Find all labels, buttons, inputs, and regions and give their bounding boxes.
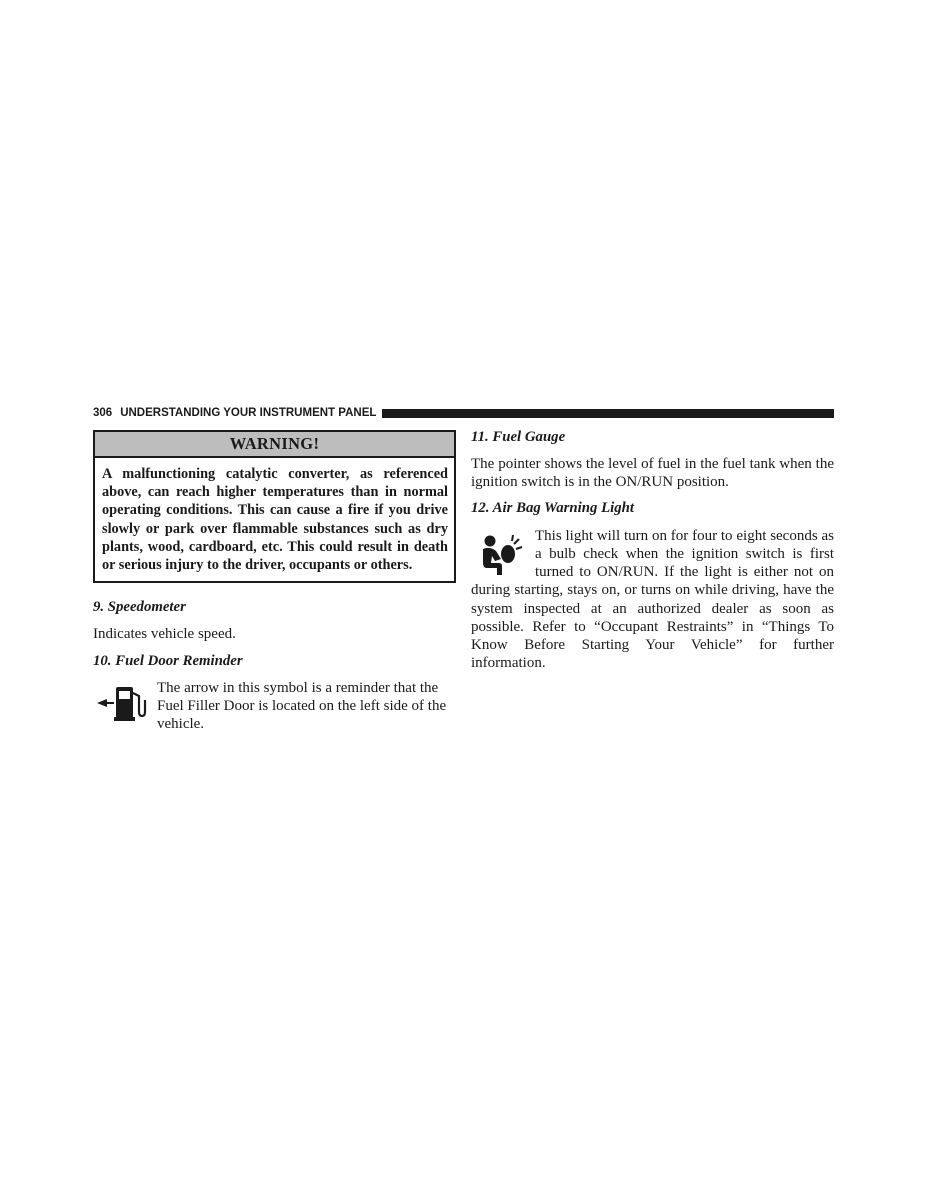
fuel-door-reminder-icon (93, 679, 151, 727)
fuel-door-section (93, 679, 456, 734)
section-title: UNDERSTANDING YOUR INSTRUMENT PANEL (120, 407, 377, 419)
speedometer-heading: 9. Speedometer (93, 599, 186, 616)
air-bag-section (471, 527, 834, 673)
right-column (471, 428, 834, 672)
warning-title: WARNING! (95, 432, 454, 458)
fuel-gauge-heading: 11. Fuel Gauge (471, 429, 566, 445)
air-bag-heading: 12. Air Bag Warning Light (471, 499, 634, 516)
page-header (93, 405, 834, 421)
fuel-door-text: The arrow in this symbol is a reminder that the Fuel Filler Door is located on the left side of the vehicle. (157, 679, 447, 733)
speedometer-text: Indicates vehicle speed. (93, 626, 236, 643)
warning-box (93, 430, 456, 583)
fuel-gauge-text: The pointer shows the level of fuel in the fuel tank when the ignition switch is in the ON/RUN position. (471, 456, 834, 491)
left-column (93, 428, 456, 733)
fuel-door-heading: 10. Fuel Door Reminder (93, 652, 243, 669)
air-bag-text: This light will turn on for four to eight seconds as a bulb check when the ignition switch is first turned to ON/RUN. If the light is either not on during starting, stays on, or turns on while driving, have the system inspected at an authorized dealer as soon as possible. Refer to “Occupant Restraints” in “Things To Know Before Starting Your Vehicle” for further information. (471, 527, 834, 672)
header-rule (382, 409, 834, 418)
air-bag-warning-icon (471, 529, 527, 581)
page-number: 306 (93, 407, 113, 419)
warning-body: A malfunctioning catalytic converter, as referenced above, can reach higher temperatures than in normal operating conditions. This can cause a fire if you drive slowly or park over flammable substances such as dry plants, wood, cardboard, etc. This could result in death or serious injury to the driver, occupants or others. (102, 466, 448, 574)
